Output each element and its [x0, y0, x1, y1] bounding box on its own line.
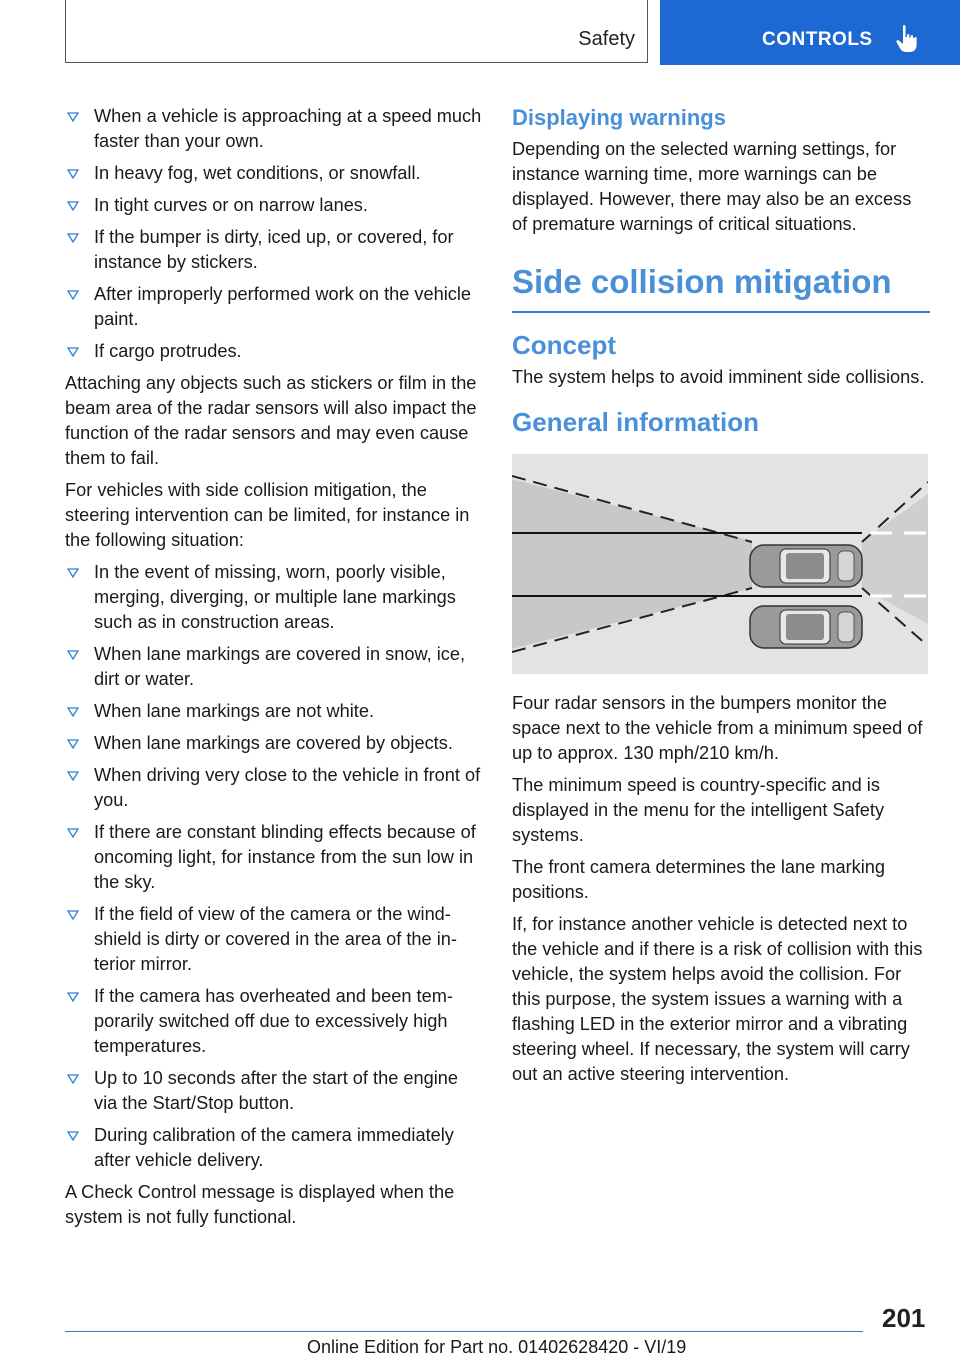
list-item-text: If the camera has overheated and been temporarily switched off due to excessively high temperatures. [94, 986, 453, 1056]
limitations-list [65, 104, 483, 364]
list-item-text: If cargo protrudes. [94, 341, 242, 361]
bullet-triangle-icon [67, 112, 79, 122]
paragraph-steering-limited: For vehicles with side collision mitigation, the steering intervention can be limited, for instance in the following situation: [65, 480, 470, 550]
heading-general-information: General information [512, 407, 760, 437]
list-item-text: Up to 10 seconds after the start of the engine via the Start/Stop button. [94, 1068, 458, 1113]
list-item [65, 282, 483, 332]
bullet-triangle-icon [67, 347, 79, 357]
list-item [65, 161, 483, 186]
list-item [65, 1066, 483, 1116]
list-item-text: If there are constant blinding effects because of oncoming light, for instance from the sun low in the sky. [94, 822, 476, 892]
list-item-text: If the field of view of the camera or the windshield is dirty or covered in the area of the interior mirror. [94, 904, 457, 974]
bullet-triangle-icon [67, 771, 79, 781]
paragraph-radar-objects: Attaching any objects such as stickers or film in the beam area of the radar sensors will also impact the function of the radar sensors and may even cause them to fail. [65, 373, 477, 468]
heading-displaying-warnings: Displaying warnings [512, 105, 726, 130]
list-item-text: In the event of missing, worn, poorly visible, merging, diverging, or multiple lane markings such as in construction areas. [94, 562, 456, 632]
bullet-triangle-icon [67, 1131, 79, 1141]
list-item-text: When lane markings are not white. [94, 701, 375, 721]
list-item [65, 902, 483, 977]
heading-concept: Concept [512, 330, 616, 360]
bullet-triangle-icon [67, 650, 79, 660]
list-item-text: When driving very close to the vehicle in front of you. [94, 765, 481, 810]
bullet-triangle-icon [67, 290, 79, 300]
header-section-title: Safety [578, 28, 635, 50]
heading-side-collision-mitigation: Side collision mitigation [512, 262, 930, 313]
list-item-text: In tight curves or on narrow lanes. [94, 195, 368, 215]
list-item [65, 339, 483, 364]
paragraph-general-information: The minimum speed is country-specific and is displayed in the menu for the intelligent Safety systems. [512, 775, 885, 845]
header-chapter-tab [660, 0, 960, 65]
header-section-box [65, 0, 648, 63]
paragraph-general-information: Four radar sensors in the bumpers monitor the space next to the vehicle from a minimum speed of up to approx. 130 mph/210 km/h. [512, 693, 923, 763]
list-item-text: After improperly performed work on the vehicle paint. [94, 284, 472, 329]
steering-limitations-list [65, 560, 483, 1173]
page-number: 201 [882, 1303, 926, 1333]
list-item [65, 225, 483, 275]
header-chapter-label: CONTROLS [762, 29, 873, 50]
footer-divider [65, 1331, 863, 1332]
paragraph-general-information: If, for instance another vehicle is detected next to the vehicle and if there is a risk of collision with this vehicle, the system helps avoid the collision. For this purpose, the system issues a warning with a flashing LED in the exterior mirror and a vibrating steering wheel. If necessary, the system will carry out an active steering intervention. [512, 914, 923, 1084]
list-item [65, 560, 483, 635]
list-item-text: When lane markings are covered in snow, ice, dirt or water. [94, 644, 466, 689]
list-item-text: When a vehicle is approaching at a speed much faster than your own. [94, 106, 482, 151]
paragraph-concept: The system helps to avoid imminent side collisions. [512, 367, 925, 387]
bullet-triangle-icon [67, 707, 79, 717]
list-item-text: If the bumper is dirty, iced up, or covered, for instance by stickers. [94, 227, 454, 272]
bullet-triangle-icon [67, 828, 79, 838]
list-item [65, 642, 483, 692]
bullet-triangle-icon [67, 233, 79, 243]
bullet-triangle-icon [67, 1074, 79, 1084]
list-item [65, 763, 483, 813]
list-item [65, 193, 483, 218]
radar-coverage-illustration [512, 454, 928, 674]
general-information-text [512, 691, 930, 1087]
pointing-hand-icon [894, 24, 920, 54]
list-item [65, 820, 483, 895]
list-item-text: During calibration of the camera immediately after vehicle delivery. [94, 1125, 454, 1170]
bullet-triangle-icon [67, 992, 79, 1002]
left-column [65, 104, 483, 1237]
bullet-triangle-icon [67, 201, 79, 211]
paragraph-general-information: The front camera determines the lane marking positions. [512, 857, 886, 902]
bullet-triangle-icon [67, 169, 79, 179]
list-item [65, 104, 483, 154]
list-item [65, 1123, 483, 1173]
list-item-text: When lane markings are covered by objects. [94, 733, 453, 753]
list-item [65, 699, 483, 724]
list-item-text: In heavy fog, wet conditions, or snowfall. [94, 163, 421, 183]
list-item [65, 731, 483, 756]
bullet-triangle-icon [67, 568, 79, 578]
paragraph-check-control: A Check Control message is displayed when the system is not fully functional. [65, 1182, 455, 1227]
paragraph-displaying-warnings: Depending on the selected warning settings, for instance warning time, more warnings can be displayed. However, there may also be an excess of premature warnings of critical situations. [512, 139, 912, 234]
right-column [512, 104, 930, 1094]
bullet-triangle-icon [67, 739, 79, 749]
list-item [65, 984, 483, 1059]
bullet-triangle-icon [67, 910, 79, 920]
footer-edition: Online Edition for Part no. 01402628420 - VI/19 [307, 1337, 687, 1357]
